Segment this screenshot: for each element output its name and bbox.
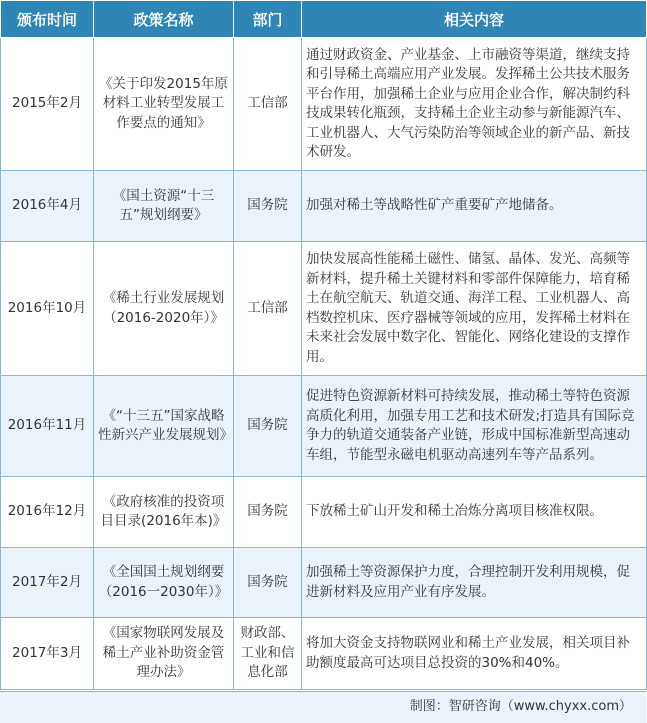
cell-content: 下放稀土矿山开发和稀土冶炼分离项目核准权限。 bbox=[302, 477, 647, 548]
cell-department: 国务院 bbox=[234, 376, 302, 477]
cell-content: 加强稀土等资源保护力度，合理控制开发利用规模，促进新材料及应用产业有序发展。 bbox=[302, 548, 647, 618]
cell-content: 加快发展高性能稀土磁性、储氢、晶体、发光、高频等新材料，提升稀土关键材料和零部件保障能力，培育稀土在航空航天、轨道交通、海洋工程、工业机器人、高档数控机床、医疗器械等领域的应用，发挥稀土材料在未来社会发展中数字化、智能化、网络化建设的支撑作用。 bbox=[302, 242, 647, 376]
cell-date: 2016年4月 bbox=[1, 171, 94, 242]
cell-policy-name: 《全国国土规划纲要（2016一2030年）》 bbox=[94, 548, 234, 618]
cell-policy-name: 《国土资源“十三五”规划纲要》 bbox=[94, 171, 234, 242]
cell-date: 2016年10月 bbox=[1, 242, 94, 376]
cell-department: 国务院 bbox=[234, 548, 302, 618]
cell-department: 国务院 bbox=[234, 477, 302, 548]
cell-date: 2017年3月 bbox=[1, 618, 94, 690]
cell-date: 2016年12月 bbox=[1, 477, 94, 548]
cell-policy-name: 《关于印发2015年原材料工业转型发展工作要点的通知》 bbox=[94, 38, 234, 171]
table-row bbox=[1, 171, 647, 242]
header-date: 颁布时间 bbox=[1, 1, 94, 38]
cell-department: 工信部 bbox=[234, 38, 302, 171]
cell-department: 财政部、工业和信息化部 bbox=[234, 618, 302, 690]
cell-content: 促进特色资源新材料可持续发展，推动稀土等特色资源高质化利用，加强专用工艺和技术研发;打造具有国际竞争力的轨道交通装备产业链，形成中国标准新型高速动车组，节能型永磁电机驱动高速列车等产品系列。 bbox=[302, 376, 647, 477]
cell-department: 国务院 bbox=[234, 171, 302, 242]
cell-content: 通过财政资金、产业基金、上市融资等渠道，继续支持和引导稀土高端应用产业发展。发挥稀土公共技术服务平台作用，加强稀土企业与应用企业合作，解决制约科技成果转化瓶颈，支持稀土企业主动参与新能源汽车、工业机器人、大气污染防治等领域企业的新产品、新技术研发。 bbox=[302, 38, 647, 171]
table-row bbox=[1, 618, 647, 690]
header-content: 相关内容 bbox=[302, 1, 647, 38]
table-row bbox=[1, 242, 647, 376]
cell-date: 2016年11月 bbox=[1, 376, 94, 477]
cell-policy-name: 《国家物联网发展及稀土产业补助资金管理办法》 bbox=[94, 618, 234, 690]
cell-policy-name: 《“十三五”国家战略性新兴产业发展规划》 bbox=[94, 376, 234, 477]
cell-date: 2017年2月 bbox=[1, 548, 94, 618]
source-caption: 制图：智研咨询（www.chyxx.com） bbox=[0, 691, 646, 723]
cell-content: 加强对稀土等战略性矿产重要矿产地储备。 bbox=[302, 171, 647, 242]
cell-department: 工信部 bbox=[234, 242, 302, 376]
table-row bbox=[1, 548, 647, 618]
cell-content: 将加大资金支持物联网业和稀土产业发展，相关项目补助额度最高可达项目总投资的30%和40%。 bbox=[302, 618, 647, 690]
cell-policy-name: 《政府核准的投资项目目录(2016年本)》 bbox=[94, 477, 234, 548]
table-row bbox=[1, 477, 647, 548]
header-row bbox=[1, 1, 647, 38]
header-policy-name: 政策名称 bbox=[94, 1, 234, 38]
table-row bbox=[1, 38, 647, 171]
table-row bbox=[1, 376, 647, 477]
header-department: 部门 bbox=[234, 1, 302, 38]
cell-policy-name: 《稀土行业发展规划（2016-2020年）》 bbox=[94, 242, 234, 376]
cell-date: 2015年2月 bbox=[1, 38, 94, 171]
